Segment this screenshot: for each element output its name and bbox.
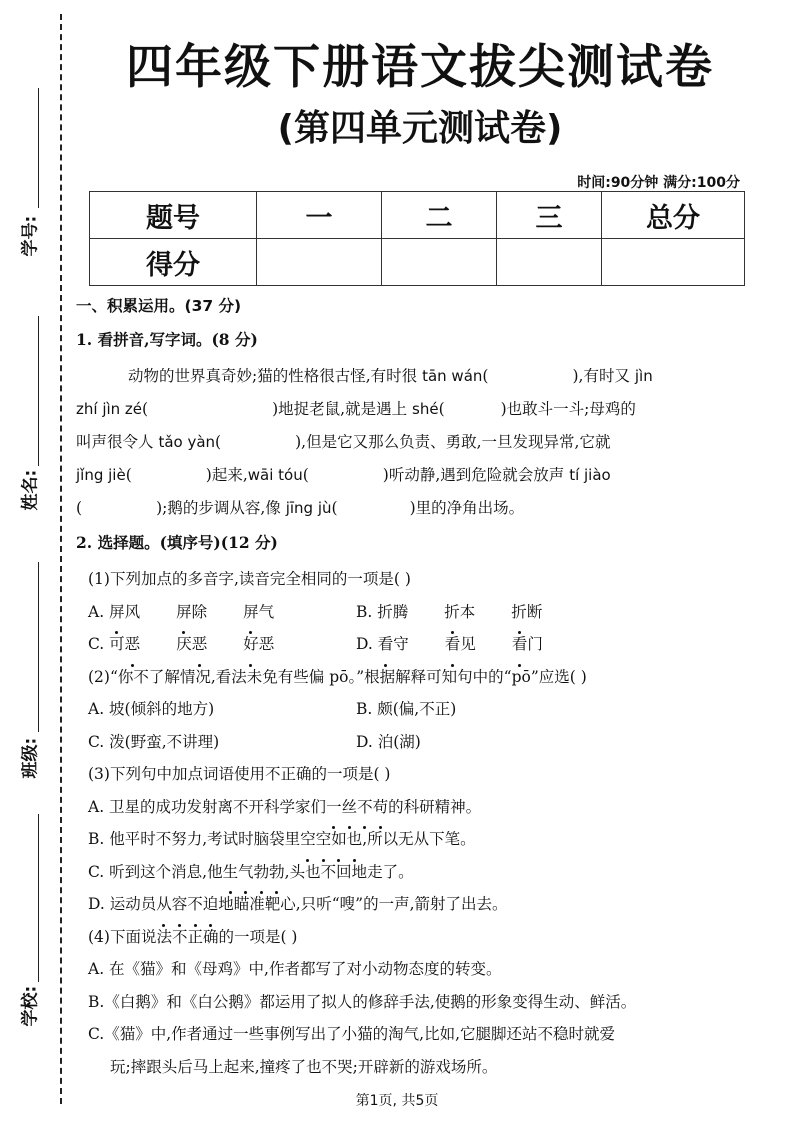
- pinyin: zhí jìn zé: [76, 400, 143, 418]
- pinyin: wāi tóu: [247, 466, 303, 484]
- question-title: 1. 看拼音,写字词。(8 分): [76, 330, 258, 349]
- option-text: 看: [445, 628, 461, 661]
- option-text: 的科研精神。: [388, 797, 482, 816]
- option-row: [76, 596, 748, 629]
- option-a[interactable]: A. 坡(倾斜的地方): [88, 700, 215, 718]
- option-row: [76, 628, 748, 661]
- passage-text: )也敢斗一斗;母鸡的: [500, 400, 636, 418]
- option-text: 折: [444, 596, 460, 629]
- score-header-cell: 题号: [90, 192, 257, 239]
- paren: (: [76, 499, 83, 517]
- option-d[interactable]: [76, 888, 748, 921]
- score-cell[interactable]: [257, 239, 382, 286]
- name-line[interactable]: [38, 316, 39, 466]
- sub-question-stem: (1)下列加点的多音字,读音完全相同的一项是( ): [88, 570, 411, 588]
- option-text: D. 运动员: [88, 895, 157, 913]
- option-text: ,所以无从下笔。: [362, 830, 476, 848]
- dotted-phrase: 从容不迫: [156, 895, 218, 913]
- option-text: 恶: [258, 635, 275, 653]
- option-text: 本: [459, 602, 476, 621]
- option-text: 除: [191, 602, 208, 621]
- score-table-header-row: [90, 192, 745, 239]
- option-text: 腾: [392, 602, 409, 621]
- option-text: B. 折: [356, 602, 393, 621]
- option-b[interactable]: [356, 603, 542, 621]
- passage-text: )里的净角出场。: [409, 499, 525, 517]
- sub-question-stem: (3)下列句中加点词语使用不正确的一项是( ): [88, 765, 391, 783]
- name-label: 姓名:: [20, 469, 41, 511]
- student-id-line[interactable]: [38, 88, 39, 208]
- pinyin: jīng jù: [285, 499, 332, 517]
- option-text: 门: [527, 635, 543, 653]
- passage-line: [76, 492, 748, 525]
- paren: (: [142, 400, 149, 418]
- option-text: 断: [526, 602, 543, 621]
- class-label: 班级:: [20, 737, 41, 779]
- paren: (: [438, 400, 445, 418]
- paren: (: [302, 466, 309, 484]
- score-cell[interactable]: [602, 239, 745, 286]
- passage-line: [76, 393, 748, 426]
- option-text: 恶: [125, 628, 141, 661]
- sub-question-stem: (4)下面说法不正确的一项是( ): [88, 927, 298, 946]
- pinyin: tǎo yàn: [158, 433, 216, 451]
- paren: (: [125, 466, 132, 484]
- cut-line: [60, 14, 62, 1104]
- option-c[interactable]: [76, 856, 748, 889]
- dotted-phrase: 空空如也: [300, 830, 362, 848]
- pinyin: jǐng jiè: [76, 466, 126, 484]
- option-text: A. 屏: [88, 603, 125, 621]
- page-title: 四年级下册语文拔尖测试卷: [126, 40, 714, 95]
- exam-content: [76, 294, 748, 1083]
- option-c[interactable]: C. 泼(野蛮,不讲理): [88, 732, 220, 751]
- passage-text: )起来,: [205, 466, 248, 484]
- option-text: 看: [512, 628, 528, 661]
- section-title: 一、积累运用。(37 分): [76, 297, 242, 315]
- option-row: [76, 693, 748, 726]
- score-row-label: 得分: [90, 239, 257, 286]
- passage-line: [76, 360, 748, 393]
- passage-text: )听动静,遇到危险就会放声: [382, 466, 570, 484]
- option-text: 见: [460, 635, 476, 653]
- sub-question-stem: (2)“你不了解情况,看法未免有些偏 pō。”根据解释可知句中的“pō”应选( ): [88, 667, 587, 686]
- option-b[interactable]: [76, 823, 748, 856]
- option-text: A. 卫星的成功发射离不开科学家们: [88, 797, 327, 816]
- passage-text: )地捉老鼠,就是遇上: [272, 400, 412, 418]
- option-text: C. 听到这个消息,他: [88, 862, 223, 881]
- question-title: 2. 选择题。(填序号)(12 分): [76, 533, 278, 552]
- option-text: 屏: [243, 596, 259, 629]
- passage-line: [76, 426, 748, 459]
- option-text: 厌: [176, 635, 192, 653]
- school-line[interactable]: [38, 814, 39, 982]
- option-b[interactable]: B.《白鹅》和《白公鹅》都运用了拟人的修辞手法,使鹅的形象变得生动、鲜活。: [88, 992, 637, 1011]
- dotted-phrase: 一丝不苟: [326, 798, 388, 816]
- option-a[interactable]: [88, 596, 356, 629]
- paren: (: [215, 433, 222, 451]
- option-text: 好: [243, 628, 259, 661]
- option-b[interactable]: B. 颇(偏,不正): [356, 700, 457, 718]
- student-id-label: 学号:: [20, 215, 41, 257]
- passage-text: 动物的世界真奇妙;猫的性格很古怪,有时很: [128, 367, 423, 385]
- option-c[interactable]: [76, 1018, 748, 1051]
- class-line[interactable]: [38, 562, 39, 732]
- option-d[interactable]: [356, 635, 543, 653]
- option-c[interactable]: [88, 628, 356, 661]
- pinyin: tí jiào: [569, 466, 611, 484]
- page-number: 第1页, 共5页: [355, 1093, 439, 1109]
- pinyin: tān wán: [422, 367, 483, 385]
- time-score-info: 时间:90分钟 满分:100分: [577, 175, 740, 191]
- option-text: D. 看: [356, 635, 393, 653]
- dotted-phrase: 生气勃勃: [223, 863, 285, 881]
- option-d[interactable]: D. 泊(湖): [356, 732, 421, 751]
- option-text: C. 可: [88, 635, 125, 653]
- pinyin-passage: [76, 360, 748, 525]
- score-cell[interactable]: [497, 239, 602, 286]
- paren: (: [482, 367, 489, 385]
- option-a[interactable]: [76, 791, 748, 824]
- option-text: 恶: [192, 628, 208, 661]
- score-table-score-row: [90, 239, 745, 286]
- option-c-continued: 玩;摔跟头后马上起来,撞疼了也不哭;开辟新的游戏场所。: [110, 1057, 498, 1076]
- page-subtitle: (第四单元测试卷): [277, 108, 563, 149]
- pinyin: shé: [412, 400, 439, 418]
- score-cell[interactable]: [382, 239, 497, 286]
- option-row: [76, 726, 748, 759]
- option-text: B. 他平时不努力,考试时脑袋里: [88, 830, 301, 848]
- passage-text: ),有时又: [572, 367, 635, 385]
- score-header-cell: 总分: [602, 192, 745, 239]
- school-label: 学校:: [20, 985, 41, 1027]
- option-text: C.《猫》中,作者通过一些事例写出了小猫的淘气,比如,它腿脚还站不稳时就爱: [88, 1025, 616, 1043]
- score-header-cell: 二: [382, 192, 497, 239]
- score-header-cell: 三: [497, 192, 602, 239]
- pinyin: jìn: [634, 367, 653, 385]
- passage-text: );鹅的步调从容,像: [156, 499, 286, 517]
- option-text: 折: [511, 596, 527, 629]
- option-text: 气: [258, 602, 275, 621]
- passage-text: 叫声很令人: [76, 433, 159, 451]
- score-table: [89, 191, 745, 286]
- paren: (: [331, 499, 338, 517]
- option-text: 风: [124, 602, 141, 621]
- option-text: 地瞄准靶心,只听“嗖”的一声,箭射了出去。: [218, 895, 508, 913]
- option-text: 屏: [176, 596, 192, 629]
- option-text: 守: [393, 635, 409, 653]
- option-a[interactable]: A. 在《猫》和《母鸡》中,作者都写了对小动物态度的转变。: [88, 960, 502, 978]
- passage-text: ),但是它又那么负责、勇敢,一旦发现异常,它就: [295, 433, 611, 451]
- option-text: ,头也不回地走了。: [284, 862, 414, 881]
- passage-line: [76, 459, 748, 492]
- score-header-cell: 一: [257, 192, 382, 239]
